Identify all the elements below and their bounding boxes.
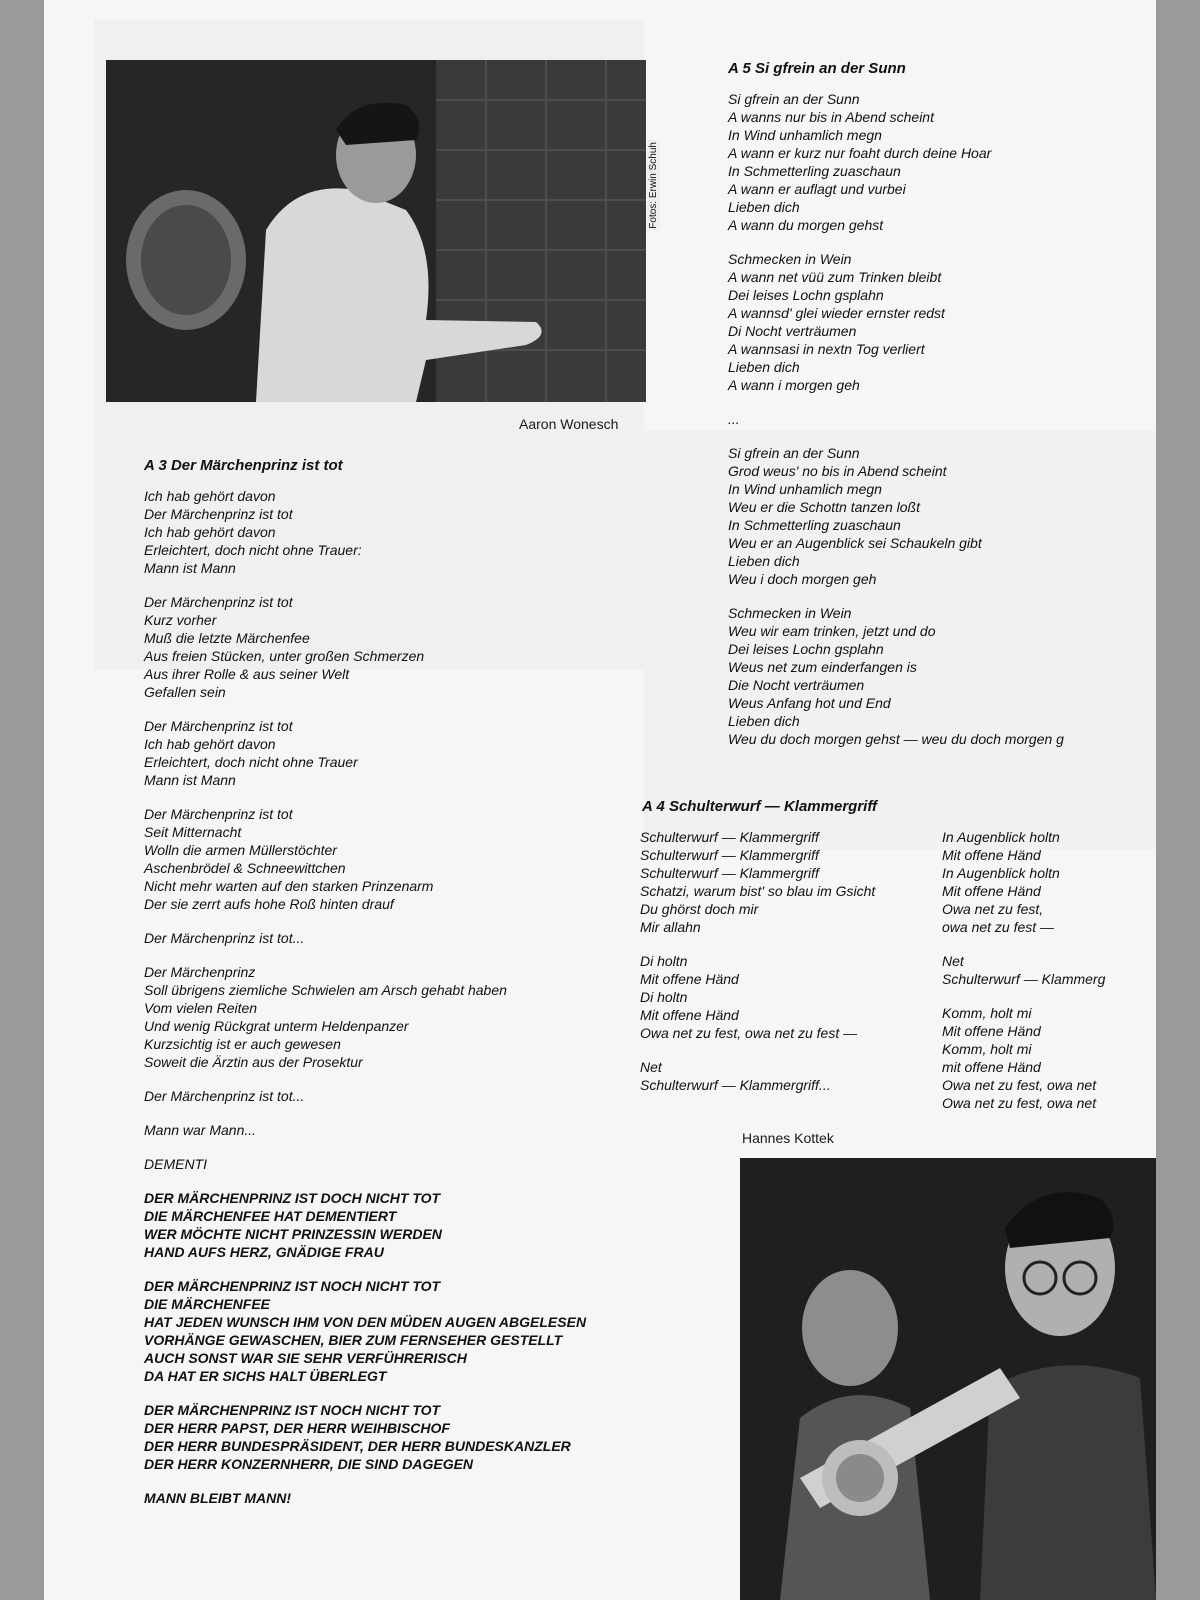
verse-line: Weu er die Schottn tanzen loßt xyxy=(728,499,920,515)
stanza xyxy=(728,410,1064,428)
verse-line: Schmecken in Wein xyxy=(728,605,852,621)
verse-line: Owa net zu fest, owa net zu fest — xyxy=(640,1025,858,1041)
verse-line: Owa net zu fest, xyxy=(942,901,1044,917)
verse-line: DER HERR PAPST, DER HERR WEIHBISCHOF xyxy=(144,1420,450,1436)
verse-line: Kurz vorher xyxy=(144,612,217,628)
stanza xyxy=(640,952,875,1042)
verse-line: Lieben dich xyxy=(728,713,800,729)
verse-line: DER MÄRCHENPRINZ IST DOCH NICHT TOT xyxy=(144,1190,441,1206)
verse-line: In Wind unhamlich megn xyxy=(728,127,882,143)
stanza xyxy=(728,250,1064,394)
verse-line: HAND AUFS HERZ, GNÄDIGE FRAU xyxy=(144,1244,384,1260)
verse-line: Soll übrigens ziemliche Schwielen am Arsch gehabt haben xyxy=(144,982,507,998)
verse-line: VORHÄNGE GEWASCHEN, BIER ZUM FERNSEHER GESTELLT xyxy=(144,1332,563,1348)
verse-line: Der Märchenprinz ist tot... xyxy=(144,1088,305,1104)
verse-line: Weus net zum einderfangen is xyxy=(728,659,917,675)
verse-line: Die Nocht verträumen xyxy=(728,677,865,693)
verse-line: Aschenbrödel & Schneewittchen xyxy=(144,860,346,876)
stanza xyxy=(942,828,1105,936)
stanza xyxy=(144,717,586,789)
verse-line: Di Nocht verträumen xyxy=(728,323,857,339)
verse-line: In Wind unhamlich megn xyxy=(728,481,882,497)
verse-line: A wannsd' glei wieder ernster redst xyxy=(728,305,945,321)
verse-line: Der Märchenprinz xyxy=(144,964,256,980)
verse-line: Schulterwurf — Klammergriff xyxy=(640,829,819,845)
verse-line: Schulterwurf — Klammergriff xyxy=(640,847,819,863)
verse-line: Mit offene Händ xyxy=(640,1007,739,1023)
verse-line: Der Märchenprinz ist tot... xyxy=(144,930,305,946)
poem-a4-heading xyxy=(642,798,877,828)
poem-a3 xyxy=(144,457,586,1523)
verse-line: Mir allahn xyxy=(640,919,701,935)
verse-line: WER MÖCHTE NICHT PRINZESSIN WERDEN xyxy=(144,1226,442,1242)
verse-line: Schulterwurf — Klammerg xyxy=(942,971,1106,987)
verse-line: Vom vielen Reiten xyxy=(144,1000,258,1016)
verse-line: Weu i doch morgen geh xyxy=(728,571,877,587)
photo-drawing xyxy=(106,60,646,402)
verse-line: Der sie zerrt aufs hohe Roß hinten drauf xyxy=(144,896,394,912)
stanza xyxy=(728,90,1064,234)
verse-line: Schatzi, warum bist' so blau im Gsicht xyxy=(640,883,876,899)
verse-line: Ich hab gehört davon xyxy=(144,488,276,504)
verse-line: DER HERR BUNDESPRÄSIDENT, DER HERR BUNDESKANZLER xyxy=(144,1438,571,1454)
verse-line: Der Märchenprinz ist tot xyxy=(144,806,293,822)
verse-line: Ich hab gehört davon xyxy=(144,736,276,752)
verse-line: Komm, holt mi xyxy=(942,1041,1032,1057)
stanza xyxy=(144,1189,586,1261)
verse-line: A wann net vüü zum Trinken bleibt xyxy=(728,269,942,285)
verse-line: Wolln die armen Müllerstöchter xyxy=(144,842,337,858)
verse-line: Erleichtert, doch nicht ohne Trauer: xyxy=(144,542,362,558)
verse-line: Mit offene Händ xyxy=(640,971,739,987)
poem-a5-title: A 5 Si gfrein an der Sunn xyxy=(728,60,906,77)
stanza xyxy=(728,604,1064,748)
verse-line: Owa net zu fest, owa net xyxy=(942,1095,1097,1111)
verse-line: Lieben dich xyxy=(728,359,800,375)
verse-line: Aus freien Stücken, unter großen Schmerzen xyxy=(144,648,425,664)
verse-line: Kurzsichtig ist er auch gewesen xyxy=(144,1036,341,1052)
verse-line: Mit offene Händ xyxy=(942,847,1041,863)
verse-line: ... xyxy=(728,411,740,427)
stanza xyxy=(144,487,586,577)
poem-a3-title: A 3 Der Märchenprinz ist tot xyxy=(144,457,343,474)
verse-line: Grod weus' no bis in Abend scheint xyxy=(728,463,947,479)
poem-a5-stanzas xyxy=(728,90,1064,748)
stanza xyxy=(942,952,1105,988)
stanza xyxy=(144,1489,586,1507)
verse-line: Schulterwurf — Klammergriff... xyxy=(640,1077,831,1093)
caption-aaron-wonesch: Aaron Wonesch xyxy=(519,416,619,432)
verse-line: Schmecken in Wein xyxy=(728,251,852,267)
verse-line: In Schmetterling zuaschaun xyxy=(728,163,901,179)
verse-line: Und wenig Rückgrat unterm Heldenpanzer xyxy=(144,1018,409,1034)
verse-line: Du ghörst doch mir xyxy=(640,901,759,917)
verse-line: Si gfrein an der Sunn xyxy=(728,445,860,461)
verse-line: Mann ist Mann xyxy=(144,560,236,576)
verse-line: Komm, holt mi xyxy=(942,1005,1032,1021)
verse-line: Weu wir eam trinken, jetzt und do xyxy=(728,623,936,639)
stanza xyxy=(144,1155,586,1173)
stanza xyxy=(640,1058,875,1094)
verse-line: Weu er an Augenblick sei Schaukeln gibt xyxy=(728,535,982,551)
stanza xyxy=(728,444,1064,588)
verse-line: Der Märchenprinz ist tot xyxy=(144,594,293,610)
magazine-page xyxy=(44,0,1156,1600)
verse-line: Mit offene Händ xyxy=(942,1023,1041,1039)
stanza xyxy=(144,805,586,913)
verse-line: Di holtn xyxy=(640,953,688,969)
stanza xyxy=(144,1087,586,1105)
photo-credit: Fotos: Erwin Schuh xyxy=(648,142,659,229)
stanza xyxy=(144,963,586,1071)
verse-line: Seit Mitternacht xyxy=(144,824,242,840)
verse-line: Soweit die Ärztin aus der Prosektur xyxy=(144,1054,363,1070)
photo-drawing xyxy=(740,1158,1156,1600)
verse-line: Nicht mehr warten auf den starken Prinzenarm xyxy=(144,878,434,894)
verse-line: mit offene Händ xyxy=(942,1059,1041,1075)
photo-aaron-wonesch xyxy=(106,60,646,402)
verse-line: Net xyxy=(640,1059,662,1075)
verse-line: Dei leises Lochn gsplahn xyxy=(728,287,884,303)
verse-line: A wannsasi in nextn Tog verliert xyxy=(728,341,925,357)
verse-line: A wann du morgen gehst xyxy=(728,217,884,233)
verse-line: A wann i morgen geh xyxy=(728,377,860,393)
verse-line: Aus ihrer Rolle & aus seiner Welt xyxy=(144,666,350,682)
verse-line: Si gfrein an der Sunn xyxy=(728,91,860,107)
verse-line: Dei leises Lochn gsplahn xyxy=(728,641,884,657)
verse-line: In Augenblick holtn xyxy=(942,865,1060,881)
verse-line: Weu du doch morgen gehst — weu du doch morgen g xyxy=(728,731,1064,747)
verse-line: MANN BLEIBT MANN! xyxy=(144,1490,291,1506)
verse-line: Weus Anfang hot und End xyxy=(728,695,891,711)
verse-line: DIE MÄRCHENFEE xyxy=(144,1296,271,1312)
verse-line: DER MÄRCHENPRINZ IST NOCH NICHT TOT xyxy=(144,1402,441,1418)
poem-a4-right-column xyxy=(942,828,1105,1128)
verse-line: Net xyxy=(942,953,964,969)
verse-line: Schulterwurf — Klammergriff xyxy=(640,865,819,881)
verse-line: AUCH SONST WAR SIE SEHR VERFÜHRERISCH xyxy=(144,1350,467,1366)
verse-line: Ich hab gehört davon xyxy=(144,524,276,540)
stanza xyxy=(144,593,586,701)
verse-line: Mit offene Händ xyxy=(942,883,1041,899)
photo-hannes-kottek xyxy=(740,1158,1156,1600)
verse-line: owa net zu fest — xyxy=(942,919,1055,935)
verse-line: Mann ist Mann xyxy=(144,772,236,788)
verse-line: Lieben dich xyxy=(728,553,800,569)
caption-hannes-kottek: Hannes Kottek xyxy=(742,1130,834,1146)
stanza xyxy=(144,1121,586,1139)
verse-line: Owa net zu fest, owa net xyxy=(942,1077,1097,1093)
verse-line: Muß die letzte Märchenfee xyxy=(144,630,310,646)
verse-line: Der Märchenprinz ist tot xyxy=(144,718,293,734)
verse-line: Di holtn xyxy=(640,989,688,1005)
verse-line: In Augenblick holtn xyxy=(942,829,1060,845)
poem-a4-left-column xyxy=(640,828,875,1110)
poem-a3-dementi-stanzas xyxy=(144,1189,586,1507)
verse-line: DIE MÄRCHENFEE HAT DEMENTIERT xyxy=(144,1208,397,1224)
poem-a3-stanzas xyxy=(144,487,586,1173)
verse-line: DER HERR KONZERNHERR, DIE SIND DAGEGEN xyxy=(144,1456,474,1472)
verse-line: In Schmetterling zuaschaun xyxy=(728,517,901,533)
verse-line: DER MÄRCHENPRINZ IST NOCH NICHT TOT xyxy=(144,1278,441,1294)
verse-line: HAT JEDEN WUNSCH IHM VON DEN MÜDEN AUGEN ABGELESEN xyxy=(144,1314,587,1330)
stanza xyxy=(144,1277,586,1385)
stanza xyxy=(640,828,875,936)
verse-line: A wann er auflagt und vurbei xyxy=(728,181,906,197)
verse-line: A wann er kurz nur foaht durch deine Hoar xyxy=(728,145,992,161)
poem-a5 xyxy=(728,60,1064,764)
poem-a4-title: A 4 Schulterwurf — Klammergriff xyxy=(642,798,878,815)
verse-line: Mann war Mann... xyxy=(144,1122,257,1138)
stanza xyxy=(144,929,586,947)
verse-line: Lieben dich xyxy=(728,199,800,215)
verse-line: DA HAT ER SICHS HALT ÜBERLEGT xyxy=(144,1368,387,1384)
verse-line: Erleichtert, doch nicht ohne Trauer xyxy=(144,754,358,770)
stanza xyxy=(942,1004,1105,1112)
stanza xyxy=(144,1401,586,1473)
verse-line: A wanns nur bis in Abend scheint xyxy=(728,109,934,125)
verse-line: Gefallen sein xyxy=(144,684,226,700)
verse-line: Der Märchenprinz ist tot xyxy=(144,506,293,522)
verse-line: DEMENTI xyxy=(144,1156,207,1172)
